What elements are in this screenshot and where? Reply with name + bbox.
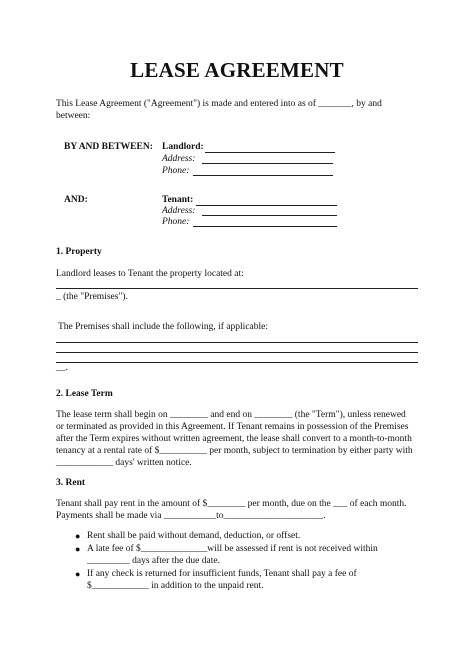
landlord-address-label: Address: <box>162 154 196 164</box>
lease-term-line: ____________ days' written notice. <box>56 458 192 468</box>
tenant-address-line <box>202 215 337 216</box>
rent-bullet-line: Rent shall be paid without demand, deduction, or offset. <box>87 531 301 541</box>
rent-heading: 3. Rent <box>56 478 86 488</box>
landlord-label: Landlord: <box>162 142 204 152</box>
tenant-address-label: Address: <box>162 206 196 216</box>
premises-include-end: __. <box>56 363 68 373</box>
lease-term-line: The lease term shall begin on ________ and end on ________ (the "Term"), unless renewed <box>56 410 406 420</box>
premises-include-line <box>56 342 418 343</box>
intro-line: between: <box>56 111 91 121</box>
lease-term-line: after the Term expires without written agreement, the lease shall convert to a month-to-month <box>56 434 412 444</box>
premises-include-line <box>56 352 418 353</box>
lease-term-line: tenancy at a rental rate of $__________ per month, subject to termination by either party with <box>56 446 413 456</box>
property-heading: 1. Property <box>56 247 102 257</box>
landlord-phone-line <box>193 175 333 176</box>
intro-line: This Lease Agreement ("Agreement") is made and entered into as of _______, by and <box>56 99 382 109</box>
rent-line: Tenant shall pay rent in the amount of $________ per month, due on the ___ of each month. <box>56 499 407 509</box>
bullet-dot: ● <box>75 569 81 579</box>
between-label: BY AND BETWEEN: <box>64 142 153 152</box>
landlord-phone-label: Phone: <box>162 166 190 176</box>
premises-include-line <box>56 362 418 363</box>
lease-term-heading: 2. Lease Term <box>56 389 113 399</box>
rent-bullet-line: If any check is returned for insufficient funds, Tenant shall pay a fee of <box>87 569 357 579</box>
property-text: Landlord leases to Tenant the property located at: <box>56 269 244 279</box>
property-address-line <box>56 288 418 289</box>
landlord-name-line <box>205 152 335 153</box>
lease-term-line: or terminated as provided in this Agreement. If Tenant remains in possession of the Premises <box>56 422 409 432</box>
premises-text: _ (the "Premises"). <box>56 292 128 302</box>
bullet-dot: ● <box>75 544 81 554</box>
and-label: AND: <box>64 195 88 205</box>
bullet-dot: ● <box>75 531 81 541</box>
landlord-address-line <box>202 163 333 164</box>
rent-bullet-line: $____________ in addition to the unpaid rent. <box>87 581 264 591</box>
premises-include-text: The Premises shall include the following, if applicable: <box>58 322 269 332</box>
tenant-phone-label: Phone: <box>162 217 190 227</box>
document-title: LEASE AGREEMENT <box>130 58 344 82</box>
rent-bullet-line: _________ days after the due date. <box>87 556 220 566</box>
tenant-phone-line <box>193 226 337 227</box>
rent-bullet-line: A late fee of $______________will be assessed if rent is not received within <box>87 544 378 554</box>
rent-line: Payments shall be made via ___________to_____________________. <box>56 511 326 521</box>
tenant-label: Tenant: <box>162 195 194 205</box>
tenant-name-line <box>196 205 337 206</box>
